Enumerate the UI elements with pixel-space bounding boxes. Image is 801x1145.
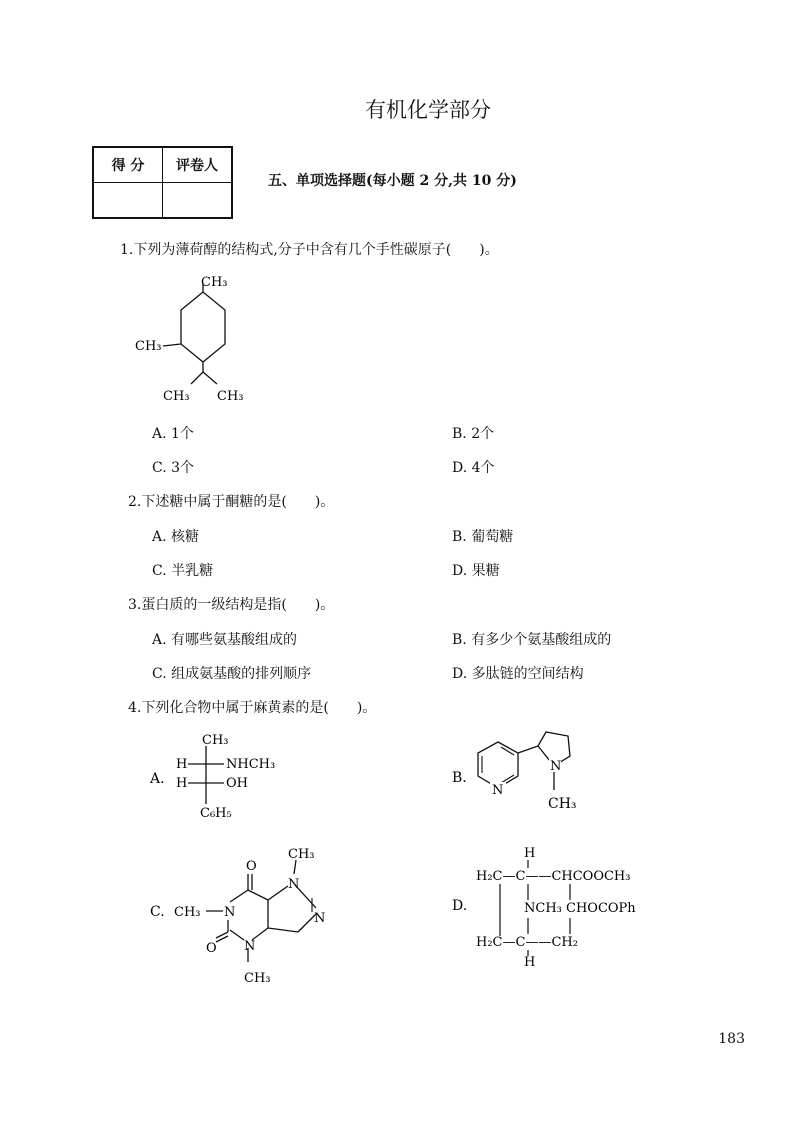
ch3-label: CH₃ bbox=[202, 733, 229, 748]
ch3-label: CH₃ bbox=[288, 847, 315, 862]
option-3b[interactable]: B. 有多少个氨基酸组成的 bbox=[452, 632, 612, 648]
option-1c[interactable]: C. 3个 bbox=[152, 460, 195, 476]
grader-cell[interactable] bbox=[163, 183, 233, 219]
nhch3-label: NHCH₃ bbox=[226, 757, 276, 772]
ch3-label: CH₃ bbox=[174, 905, 201, 920]
ch3-label: CH₃ bbox=[135, 339, 162, 354]
ch3-label: CH₃ bbox=[244, 971, 271, 986]
h-label: H bbox=[524, 846, 536, 861]
n-label: N bbox=[224, 905, 236, 920]
o-label: O bbox=[246, 859, 257, 874]
n-label: N bbox=[492, 783, 504, 798]
question-1: 1.下列为薄荷醇的结构式,分子中含有几个手性碳原子( )。 bbox=[120, 242, 499, 258]
score-cell[interactable] bbox=[93, 183, 163, 219]
o-label: O bbox=[206, 941, 217, 956]
option-label: A. bbox=[150, 771, 165, 787]
n-label: N bbox=[288, 877, 300, 892]
h-label: H bbox=[176, 757, 188, 772]
option-2d[interactable]: D. 果糖 bbox=[452, 563, 500, 579]
option-2b[interactable]: B. 葡萄糖 bbox=[452, 529, 514, 545]
section-heading: 五、单项选择题(每小题 2 分,共 10 分) bbox=[268, 173, 517, 189]
option-3c[interactable]: C. 组成氨基酸的排列顺序 bbox=[152, 666, 312, 682]
ch3-label: CH₃ bbox=[163, 389, 190, 404]
ch3-label: CH₃ bbox=[201, 275, 228, 290]
row-1: H₂C—C——CHCOOCH₃ bbox=[476, 869, 631, 884]
n-label: N bbox=[244, 939, 256, 954]
score-table bbox=[92, 146, 233, 219]
option-1a[interactable]: A. 1个 bbox=[152, 426, 194, 442]
question-3: 3.蛋白质的一级结构是指( )。 bbox=[128, 597, 335, 613]
option-1d[interactable]: D. 4个 bbox=[452, 460, 495, 476]
oh-label: OH bbox=[226, 776, 248, 791]
row-3: H₂C—C——CH₂ bbox=[476, 935, 578, 950]
option-4c-structure[interactable] bbox=[148, 842, 348, 992]
ch3-label: CH₃ bbox=[217, 389, 244, 404]
n-label: N bbox=[550, 759, 562, 774]
menthol-structure bbox=[125, 270, 275, 410]
c6h5-label: C₆H₅ bbox=[200, 806, 232, 821]
option-4d-structure[interactable] bbox=[450, 842, 690, 967]
ch3-label: CH₃ bbox=[548, 796, 577, 812]
page-number: 183 bbox=[718, 1031, 745, 1047]
option-4a-structure[interactable] bbox=[148, 728, 298, 823]
n-label: N bbox=[314, 911, 326, 926]
question-4: 4.下列化合物中属于麻黄素的是( )。 bbox=[128, 700, 377, 716]
option-1b[interactable]: B. 2个 bbox=[452, 426, 495, 442]
option-4b-structure[interactable] bbox=[450, 728, 610, 828]
option-2c[interactable]: C. 半乳糖 bbox=[152, 563, 214, 579]
option-3a[interactable]: A. 有哪些氨基酸组成的 bbox=[152, 632, 298, 648]
option-label: C. bbox=[150, 904, 165, 920]
grader-header: 评卷人 bbox=[163, 147, 233, 183]
option-label: D. bbox=[452, 898, 468, 914]
h-label: H bbox=[524, 955, 536, 967]
score-header: 得 分 bbox=[93, 147, 163, 183]
row-2: NCH₃ CHOCOPh bbox=[524, 901, 636, 916]
page-title: 有机化学部分 bbox=[365, 98, 491, 122]
question-2: 2.下述糖中属于酮糖的是( )。 bbox=[128, 494, 335, 510]
option-3d[interactable]: D. 多肽链的空间结构 bbox=[452, 666, 584, 682]
option-2a[interactable]: A. 核糖 bbox=[152, 529, 200, 545]
h-label: H bbox=[176, 776, 188, 791]
option-label: B. bbox=[452, 770, 467, 786]
